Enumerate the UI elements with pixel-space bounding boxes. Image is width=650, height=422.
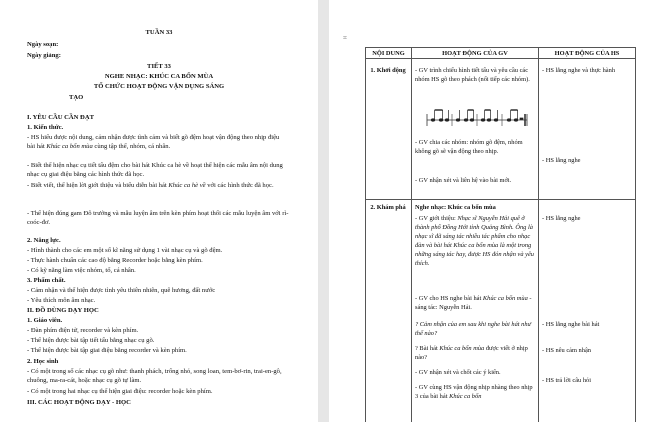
section-3-heading: III. CÁC HOẠT ĐỘNG DẠY - HỌC [27, 399, 131, 406]
lesson-number: TIẾT 33 [147, 63, 171, 70]
student-item-2: - Có một trong hai nhạc cụ thể hiện giai điệu: recorder hoặc kèn phím. [27, 388, 213, 395]
row2-teacher-conclude: - GV nhận xét và chốt các ý kiến. [415, 369, 501, 376]
row2-teacher-listen: - GV cho HS nghe bài hát Khúc ca bốn mùa - sáng tác: Nguyễn Hải. [415, 295, 532, 311]
date-taught-label: Ngày giảng: [27, 52, 61, 59]
section-2-heading: II. ĐỒ DÙNG DẠY HỌC [27, 307, 99, 314]
row2-student-step-4: - HS trả lời câu hỏi [542, 377, 591, 384]
skill-item-1: - Hình thành cho các em một số kĩ năng sử dụng 1 vài nhạc cụ và gõ đệm. [27, 247, 223, 254]
row1-content: 1. Khởi động [370, 67, 406, 74]
knowledge-item-3: - Biết viết, thể hiện lời giới thiệu và biểu diễn bài hát Khúc ca hè về với các hình thức đã học. [27, 182, 274, 189]
header-student-activity: HOẠT ĐỘNG CỦA HS [554, 50, 620, 57]
row1-student-step-2: - HS lắng nghe [542, 157, 581, 164]
row2-student-step-3: - HS nêu cảm nhận [542, 347, 591, 354]
section-1-2-heading: 2. Năng lực. [27, 237, 61, 244]
header-content: NỘI DUNG [372, 50, 405, 57]
skill-item-3: - Có kỹ năng làm việc nhóm, tổ, cá nhân. [27, 267, 136, 274]
document-page-left [0, 0, 318, 422]
section-2-1-heading: 1. Giáo viên. [27, 317, 63, 324]
skill-item-2: - Thực hành chuẩn các cao độ bằng Recorder hoặc bằng kèn phím. [27, 257, 203, 264]
header-teacher-activity: HOẠT ĐỘNG CỦA GV [442, 50, 508, 57]
table-col-divider-2 [538, 47, 539, 422]
table-border-right [635, 47, 636, 422]
knowledge-item-4: - Thể hiện đúng gam Đô trưởng và mẫu luyện âm trên kèn phím hoạt thổi các mẫu luyện âm với rì-coóc-đơ. [27, 210, 289, 227]
section-1-3-heading: 3. Phẩm chất. [27, 277, 66, 284]
row2-teacher-title: Nghe nhạc: Khúc ca bốn mùa [415, 204, 496, 211]
section-1-heading: I. YÊU CẦU CẦN ĐẠT [27, 114, 94, 121]
row2-teacher-question-1: ? Cảm nhận của em sau khi nghe bài hát như thế nào? [415, 321, 532, 337]
date-made-label: Ngày soạn: [27, 41, 59, 48]
quality-item-1: - Cảm nhận và thể hiện được tình yêu thiên nhiên, quê hương, đất nước [27, 287, 216, 294]
teacher-item-3: - Thể hiện được bài tập giai điệu bằng recorder và kèn phím. [27, 347, 187, 354]
lesson-title-2: TỔ CHỨC HOẠT ĐỘNG VẬN DỤNG SÁNG [93, 83, 225, 90]
knowledge-item-1: - HS hiểu được nội dung, cảm nhận được tình cảm và biết gõ đệm hoạt vận động theo nhịp điệu bài hát Khúc ca bốn mùa cùng tập thể, nhóm, cá nhân. [27, 134, 280, 151]
row2-teacher-question-2: ? Bài hát Khúc ca bốn mùa được viết ở nhịp nào? [415, 345, 528, 361]
lesson-title-1: NGHE NHẠC: KHÚC CA BỐN MÙA [104, 73, 214, 80]
knowledge-item-2: - Biết thể hiện nhạc cụ tiết tấu đệm cho bài hát Khúc ca hè về hoạt thể hiện các mẫu âm nội dung nhạc cụ giai điệu bằng các hình thức đã học. [27, 162, 283, 179]
row2-teacher-intro: - GV giới thiệu: Nhạc sĩ Nguyễn Hải quê ở thành phố Đồng Hới tỉnh Quảng Bình. Ông là nhạc sĩ đã sáng tác nhiều tác phẩm cho nhạc đàn và bài hát Khúc ca bốn mùa là một trong những sáng tác hay, được HS đón nhận và yêu thích. [415, 215, 535, 267]
week-heading: TUẦN 33 [145, 29, 173, 36]
section-1-1-heading: 1. Kiến thức. [27, 124, 64, 131]
table-move-handle-icon[interactable]: ⌗ [343, 34, 347, 42]
section-2-2-heading: 2. Học sinh [27, 358, 59, 365]
row1-student-step-1: - HS lắng nghe và thực hành [542, 67, 616, 74]
table-border-left [365, 47, 366, 422]
table-row-divider [365, 199, 635, 200]
teacher-item-2: - Thể hiện được bài tập tiết tấu bằng nhạc cụ gõ. [27, 337, 155, 344]
quality-item-2: - Yêu thích môn âm nhạc. [27, 297, 96, 304]
table-border-top [365, 47, 635, 48]
table-header-divider [365, 58, 635, 59]
rhythm-notation-image [425, 104, 529, 130]
student-item-1: - Có một trong số các nhạc cụ gõ như: thanh phách, trống nhỏ, song loan, tem-bơ-rin, trai-en-gô, chuông, ma-ra-cát, hoặc nhạc cụ gõ tự làm. [27, 368, 282, 385]
document-page-right [329, 0, 650, 422]
row1-teacher-step-1: - GV trình chiếu hình tiết tấu và yêu cầu các nhóm HS gõ theo phách (nối tiếp các nhóm). [415, 67, 530, 83]
row1-teacher-step-2: - GV chia các nhóm: nhóm gõ đệm, nhóm không gõ sẽ vận động theo nhịp. [415, 139, 523, 155]
row2-content: 2. Khám phá [370, 204, 406, 211]
row2-student-step-1: - HS lắng nghe [542, 215, 581, 222]
row2-student-step-2: - HS lắng nghe bài hát [542, 321, 600, 328]
teacher-item-1: - Đàn phím điện tử, recorder và kèn phím. [27, 327, 139, 334]
lesson-title-3: TẠO [69, 94, 84, 101]
row2-teacher-movement: - GV cùng HS vận động nhịp nhàng theo nhịp 3 của bài hát Khúc ca bốn [415, 384, 533, 400]
table-col-divider-1 [411, 47, 412, 422]
row1-teacher-step-3: - GV nhận xét và liên hệ vào bài mới. [415, 177, 512, 184]
